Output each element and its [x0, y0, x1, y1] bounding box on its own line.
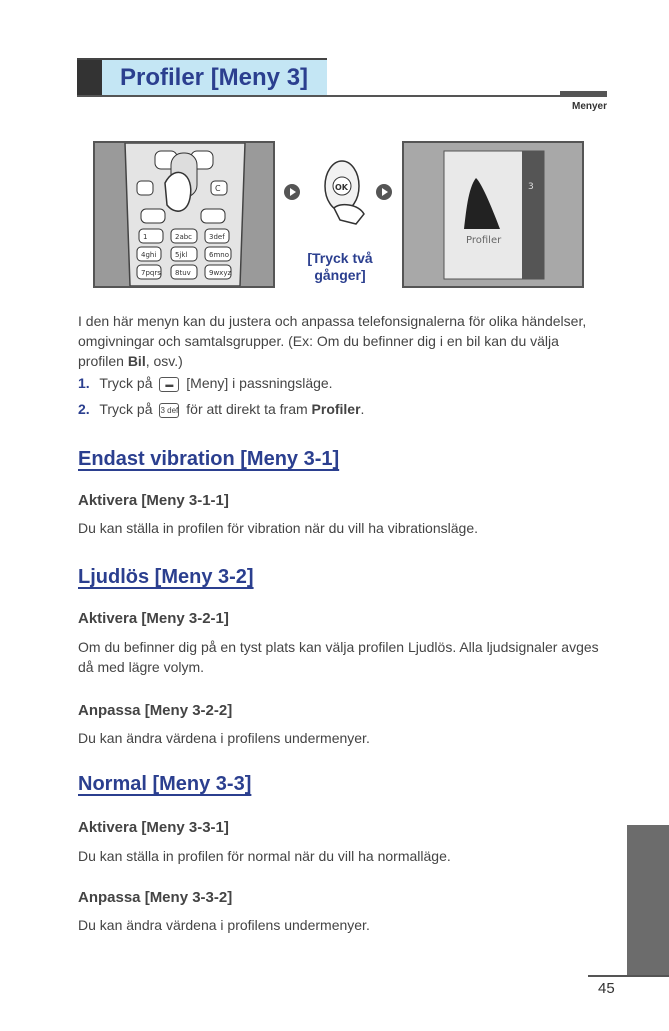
subsection-heading: Anpassa [Meny 3-3-2]: [78, 889, 233, 906]
section-heading: Normal [Meny 3-3]: [78, 773, 252, 795]
page-title: Profiler [Meny 3]: [120, 64, 309, 91]
subsection-heading: Aktivera [Meny 3-3-1]: [78, 819, 229, 836]
key-3-icon: 3 def: [159, 403, 179, 418]
profiler-screen-illustration: [402, 141, 584, 288]
ok-label: OK: [335, 183, 348, 192]
screen-number: 3: [528, 182, 534, 192]
step-bold-text: Profiler: [311, 401, 361, 417]
page-number: 45: [598, 980, 615, 997]
step-text: för att direkt ta fram: [186, 401, 308, 417]
step-text: [Meny] i passningsläge.: [186, 375, 333, 391]
nav-key-illustration: [312, 158, 372, 228]
step-end: .: [360, 401, 365, 417]
section-heading: Ljudlös [Meny 3-2]: [78, 566, 254, 588]
key-label-5: 5jkl: [175, 251, 188, 259]
subsection-heading: Aktivera [Meny 3-2-1]: [78, 610, 229, 627]
header-rule-accent: [560, 91, 607, 96]
subsection-text: Du kan ändra värdena i profilens undermenyer.: [78, 917, 370, 933]
subsection-heading: Aktivera [Meny 3-1-1]: [78, 492, 229, 509]
key-label-7: 7pqrs: [141, 269, 161, 277]
profiler-screen-drawing: [404, 143, 582, 286]
step-1: [78, 373, 333, 393]
subsection-heading: Anpassa [Meny 3-2-2]: [78, 702, 233, 719]
key-label-8: 8tuv: [175, 269, 191, 277]
section-heading: Endast vibration [Meny 3-1]: [78, 448, 340, 470]
arrow-right-icon: [284, 184, 300, 200]
subsection-text: Du kan ändra värdena i profilens undermenyer.: [78, 730, 370, 746]
press-twice-caption: [290, 250, 390, 284]
key-label-9: 9wxyz: [209, 269, 232, 277]
step-text: Tryck på: [99, 401, 153, 417]
subsection-text: Du kan ställa in profilen för vibration när du vill ha vibrationsläge.: [78, 520, 478, 536]
phone-keypad-drawing: [95, 143, 273, 286]
key-label-1: 1: [143, 233, 148, 241]
key-label-6: 6mno: [209, 251, 229, 259]
menu-key-icon: ▬: [159, 377, 179, 392]
step-number: 1.: [78, 375, 90, 391]
step-number: 2.: [78, 401, 90, 417]
page-number-rule: [588, 975, 669, 977]
subsection-text: Du kan ställa in profilen för normal när du vill ha normalläge.: [78, 848, 451, 864]
key-label-3: 3def: [209, 233, 225, 241]
intro-paragraph: I den här menyn kan du justera och anpassa telefonsignalerna för olika händelser, omgivningar och samtalsgrupper. (Ex: Om du befinner dig i en bil kan du välja profilen Bil, osv.): [78, 313, 587, 369]
nav-key-drawing: [312, 158, 372, 228]
intro-bold-word: Bil: [127, 353, 146, 369]
phone-keypad-illustration: [93, 141, 275, 288]
press-caption-line1: [Tryck två: [307, 250, 373, 266]
c-key-label: C: [215, 184, 221, 193]
step-2: [78, 399, 364, 419]
chapter-thumb-tab: [627, 825, 669, 975]
key-label-4: 4ghi: [141, 251, 157, 259]
arrow-right-icon: [376, 184, 392, 200]
section-label: Menyer: [571, 101, 607, 112]
step-text: Tryck på: [99, 375, 153, 391]
press-caption-line2: gånger]: [314, 267, 366, 283]
screen-label: Profiler: [466, 235, 502, 246]
header-rule: [77, 95, 607, 97]
subsection-text: Om du befinner dig på en tyst plats kan välja profilen Ljudlös. Alla ljudsignaler avges då med lägre volym.: [78, 639, 599, 675]
title-marker: [77, 60, 102, 95]
key-label-2: 2abc: [175, 233, 193, 241]
